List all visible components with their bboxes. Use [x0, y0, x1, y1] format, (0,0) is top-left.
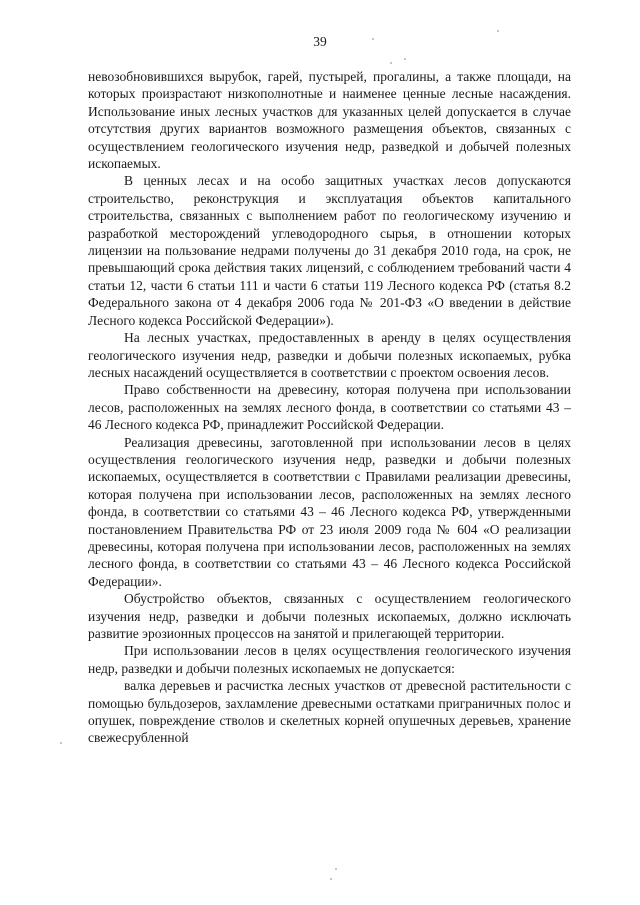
paragraph-1: невозобновившихся вырубок, гарей, пустырей, прогалины, а также площади, на которых произрастают низкополнотные и наименее ценные лесные насаждения. Использование иных лесных участков для указанных целей допускается в случае отсутствия других вариантов возможного размещения объектов, связанных с осуществлением геологического изучения недр, разведкой и добычей полезных ископаемых. [88, 69, 571, 172]
paragraph-7: При использовании лесов в целях осуществления геологического изучения недр, разведки и добычи полезных ископаемых не допускается: [88, 643, 571, 676]
paragraph-4: Право собственности на древесину, которая получена при использовании лесов, расположенных на землях лесного фонда, в соответствии со статьями 43 – 46 Лесного кодекса РФ, принадлежит Российской Федерации. [88, 382, 571, 433]
paragraph-2: В ценных лесах и на особо защитных участках лесов допускаются строительство, реконструкция и эксплуатация объектов капитального строительства, связанных с выполнением работ по геологическому изучению и разработкой месторождений углеводородного сырья, в отношении которых лицензии на пользование недрами получены до 31 декабря 2010 года, на срок, не превышающий срока действия таких лицензий, с соблюдением требований части 4 статьи 12, части 6 статьи 111 и части 6 статьи 119 Лесного кодекса РФ (статья 8.2 Федерального закона от 4 декабря 2006 года № 201-ФЗ «О введении в действие Лесного кодекса Российской Федерации»). [88, 173, 571, 328]
paragraph-5: Реализация древесины, заготовленной при использовании лесов в целях осуществления геологического изучения недр, разведки и добычи полезных ископаемых, осуществляется в соответствии с Правилами реализации древесины, которая получена при использовании лесов, расположенных на землях лесного фонда, в соответствии со статьями 43 – 46 Лесного кодекса РФ, утвержденными постановлением Правительства РФ от 23 июля 2009 года № 604 «О реализации древесины, которая получена при использовании лесов, расположенных на землях лесного фонда, в соответствии со статьями 43 – 46 Лесного кодекса Российской Федерации». [88, 434, 571, 589]
paragraph-6: Обустройство объектов, связанных с осуществлением геологического изучения недр, разведки и добычи полезных ископаемых, должно исключать развитие эрозионных процессов на занятой и прилегающей территории. [88, 591, 571, 641]
page-number: 39 [313, 34, 327, 49]
body-text [88, 68, 571, 747]
paragraph-8: валка деревьев и расчистка лесных участков от древесной растительности с помощью бульдозеров, захламление древесными остатками приграничных полос и опушек, повреждение стволов и скелетных корней опушечных деревьев, хранение свежесрубленной [88, 678, 571, 746]
paragraph-3: На лесных участках, предоставленных в аренду в целях осуществления геологического изучения недр, разведки и добычи полезных ископаемых, рубка лесных насаждений осуществляется в соответствии с проектом освоения лесов. [88, 330, 571, 380]
